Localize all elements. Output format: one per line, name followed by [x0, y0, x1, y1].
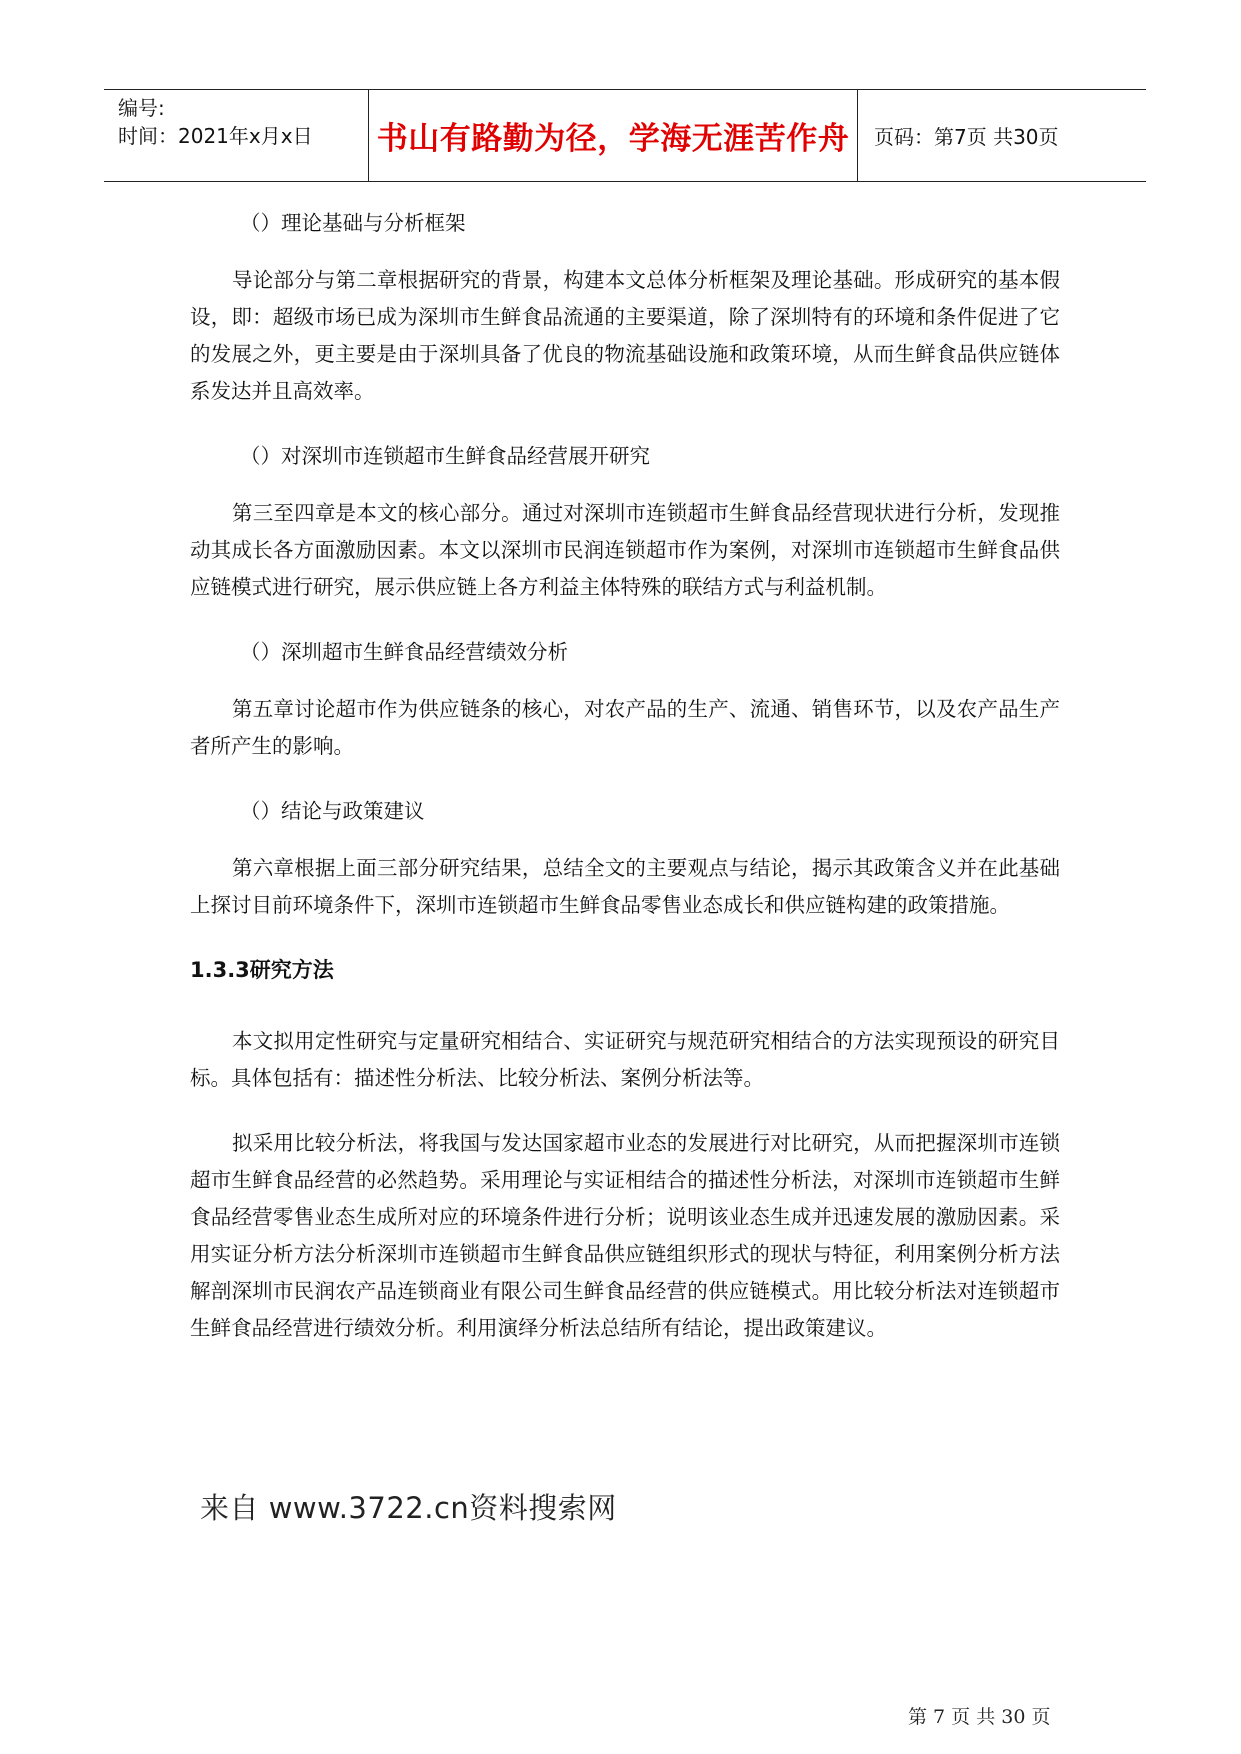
source-note: 来自 www.3722.cn资料搜索网 [200, 1491, 617, 1525]
serial-label: 编号: [118, 96, 165, 120]
header-page-code: 页码：第7页 共30页 [874, 125, 1059, 149]
header-motto: 书山有路勤为径，学海无涯苦作舟 [369, 90, 858, 181]
paragraph: 第三至四章是本文的核心部分。通过对深圳市连锁超市生鲜食品经营现状进行分析，发现推动其成长各方面激励因素。本文以深圳市民润连锁超市作为案例，对深圳市连锁超市生鲜食品供应链模式进行研究，展示供应链上各方利益主体特殊的联结方式与利益机制。 [190, 501, 1060, 599]
paragraph: 导论部分与第二章根据研究的背景，构建本文总体分析框架及理论基础。形成研究的基本假设，即：超级市场已成为深圳市生鲜食品流通的主要渠道，除了深圳特有的环境和条件促进了它的发展之外，更主要是由于深圳具备了优良的物流基础设施和政策环境，从而生鲜食品供应链体系发达并且高效率。 [190, 268, 1060, 403]
section-heading: 1.3.3研究方法 [190, 958, 334, 982]
paragraph: 本文拟用定性研究与定量研究相结合、实证研究与规范研究相结合的方法实现预设的研究目标。具体包括有：描述性分析法、比较分析法、案例分析法等。 [190, 1029, 1060, 1090]
subsection-heading: （）结论与政策建议 [240, 799, 425, 823]
document-body [190, 205, 1060, 1375]
paragraph: 第六章根据上面三部分研究结果，总结全文的主要观点与结论，揭示其政策含义并在此基础上探讨目前环境条件下，深圳市连锁超市生鲜食品零售业态成长和供应链构建的政策措施。 [190, 856, 1060, 917]
subsection-heading: （）理论基础与分析框架 [240, 211, 466, 235]
time-label: 时间：2021年x月x日 [118, 124, 313, 148]
page-header [104, 89, 1146, 182]
header-meta [104, 90, 369, 181]
paragraph: 第五章讨论超市作为供应链条的核心，对农产品的生产、流通、销售环节，以及农产品生产者所产生的影响。 [190, 697, 1060, 758]
paragraph: 拟采用比较分析法，将我国与发达国家超市业态的发展进行对比研究，从而把握深圳市连锁超市生鲜食品经营的必然趋势。采用理论与实证相结合的描述性分析法，对深圳市连锁超市生鲜食品经营零售业态生成所对应的环境条件进行分析；说明该业态生成并迅速发展的激励因素。采用实证分析方法分析深圳市连锁超市生鲜食品供应链组织形式的现状与特征，利用案例分析方法解剖深圳市民润农产品连锁商业有限公司生鲜食品经营的供应链模式。用比较分析法对连锁超市生鲜食品经营进行绩效分析。利用演绎分析法总结所有结论，提出政策建议。 [190, 1131, 1060, 1340]
subsection-heading: （）对深圳市连锁超市生鲜食品经营展开研究 [240, 444, 650, 468]
page-footer: 第 7 页 共 30 页 [908, 1706, 1051, 1728]
subsection-heading: （）深圳超市生鲜食品经营绩效分析 [240, 640, 568, 664]
